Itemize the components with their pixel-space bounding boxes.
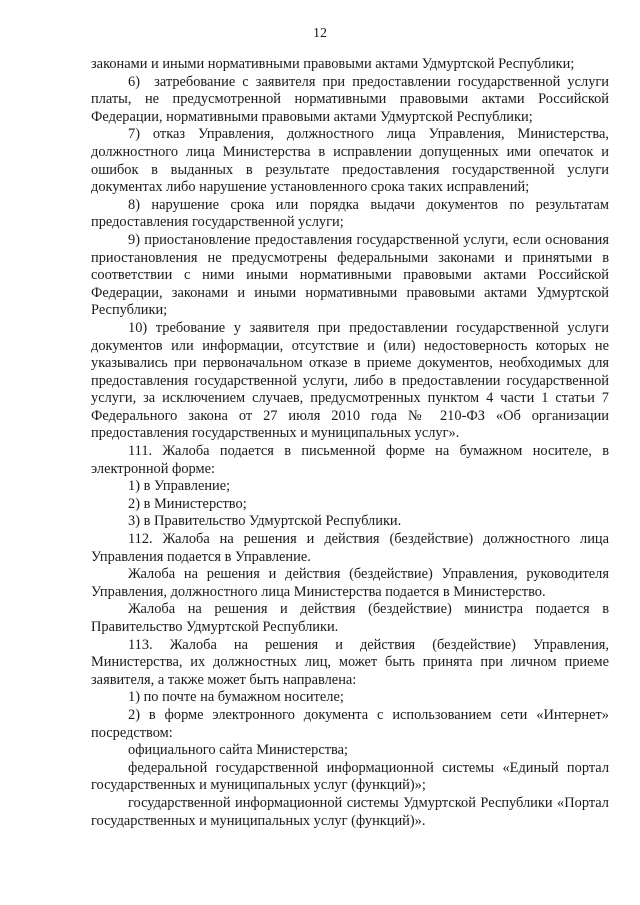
- list-item-10: 10) требование у заявителя при предоставлении государственной услуги документов или информации, отсутствие и (или) недостоверность которых не указывались при первоначальном отказе в приеме документов, необходимых для предоставления государственной услуги, либо в предоставлении государственной услуги, за исключением случаев, предусмотренных пунктом 4 части 1 статьи 7 Федерального закона от 27 июля 2010 года № 210-ФЗ «Об организации предоставления государственных и муниципальных услуг».: [91, 319, 609, 442]
- clause-111-item-3: 3) в Правительство Удмуртской Республики.: [128, 513, 402, 530]
- clause-112-paragraph-3: Жалоба на решения и действия (бездействие) министра подается в Правительство Удмуртской Республики.: [91, 601, 609, 635]
- clause-113-subitem-ministry-site: официального сайта Министерства;: [128, 742, 349, 759]
- clause-111-item-1: 1) в Управление;: [128, 478, 231, 495]
- clause-113-subitem-federal-portal: федеральной государственной информационной системы «Единый портал государственных и муниципальных услуг (функций)»;: [91, 759, 609, 794]
- clause-113-item-2: 2) в форме электронного документа с использованием сети «Интернет» посредством:: [91, 706, 609, 741]
- clause-113: 113. Жалоба на решения и действия (бездействие) Управления, Министерства, их должностных лиц, может быть принята при личном приеме заявителя, а также может быть направлена:: [91, 636, 609, 688]
- clause-111-item-2: 2) в Министерство;: [128, 495, 247, 512]
- clause-113-item-1: 1) по почте на бумажном носителе;: [128, 689, 344, 706]
- paragraph-continuation: законами и иными нормативными правовыми актами Удмуртской Республики;: [91, 56, 575, 72]
- page-number: 12: [313, 26, 327, 41]
- clause-112-paragraph-2: Жалоба на решения и действия (бездействие) Управления, руководителя Управления, должностного лица Министерства подается в Министерство.: [91, 566, 609, 600]
- list-item-7: 7) отказ Управления, должностного лица Управления, Министерства, должностного лица Министерства в исправлении допущенных ими опечаток и ошибок в выданных в результате предоставления государственной услуги документах либо нарушение установленного срока таких исправлений;: [91, 126, 609, 196]
- list-item-9: 9) приостановление предоставления государственной услуги, если основания приостановления не предусмотрены федеральными законами и принятыми в соответствии с ними иными нормативными правовыми актами Российской Федерации, законами и иными нормативными правовыми актами Удмуртской Республики;: [91, 231, 609, 319]
- list-item-8: 8) нарушение срока или порядка выдачи документов по результатам предоставления государственной услуги;: [91, 196, 609, 231]
- clause-113-subitem-regional-portal: государственной информационной системы Удмуртской Республики «Портал государственных и муниципальных услуг (функций)».: [91, 794, 609, 829]
- clause-112: 112. Жалоба на решения и действия (бездействие) должностного лица Управления подается в Управление.: [91, 531, 609, 565]
- list-item-6: 6) затребование с заявителя при предоставлении государственной услуги платы, не предусмотренной нормативными правовыми актами Российской Федерации, нормативными правовыми актами Удмуртской Республики;: [91, 73, 609, 125]
- clause-111: 111. Жалоба подается в письменной форме на бумажном носителе, в электронной форме:: [91, 443, 609, 477]
- document-body: [91, 56, 609, 830]
